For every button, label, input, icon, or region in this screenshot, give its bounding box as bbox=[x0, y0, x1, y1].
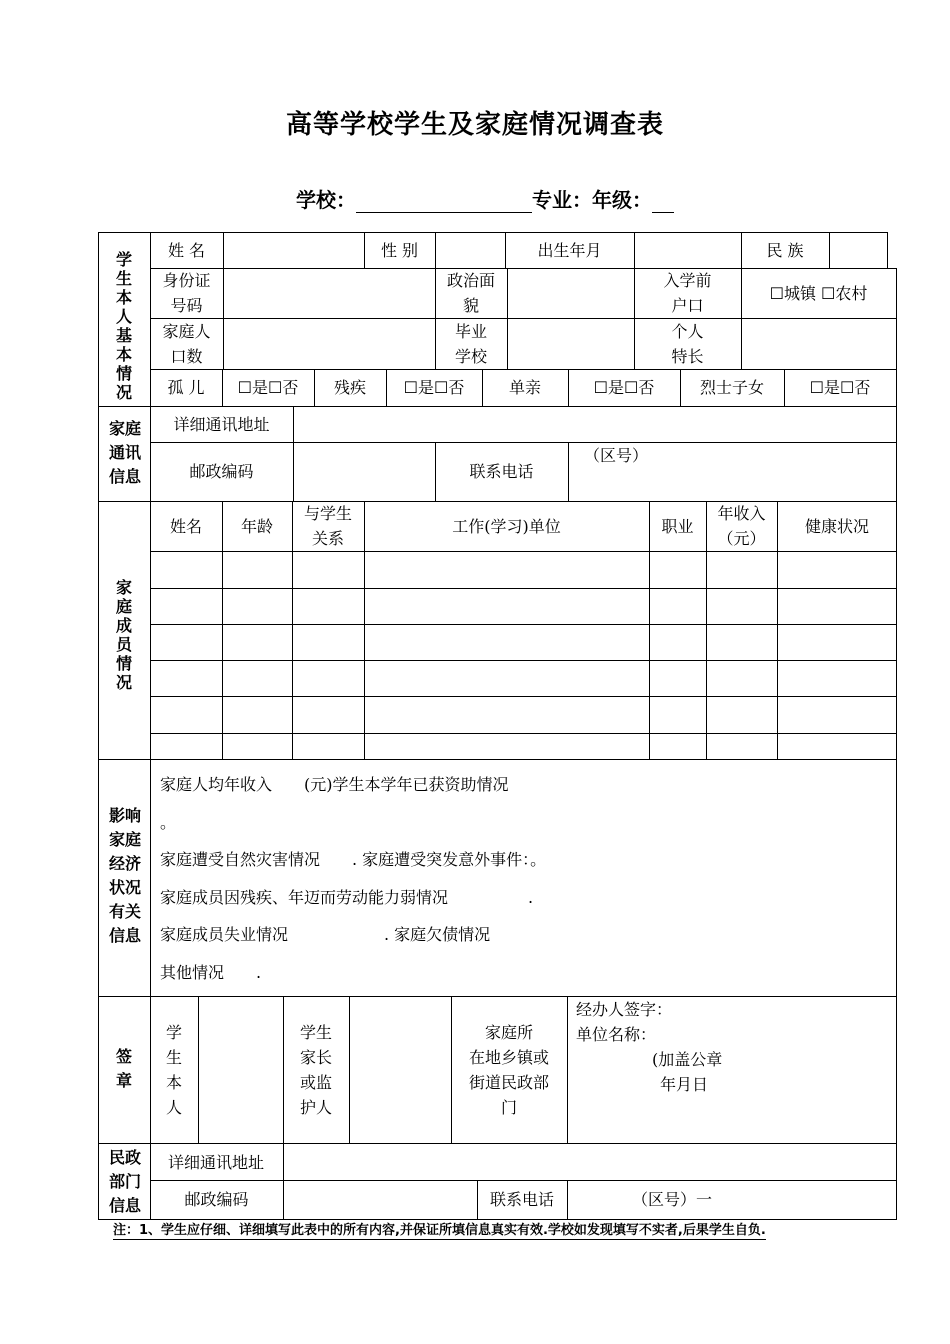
sign-student-char: 学 bbox=[165, 1023, 182, 1042]
header-member-health: 健康状况 bbox=[804, 517, 869, 536]
header-member-relation-line1: 与学生 bbox=[303, 504, 352, 523]
grid-line bbox=[150, 442, 897, 443]
label-comm-address: 详细通讯地址 bbox=[173, 415, 270, 434]
grid-line bbox=[198, 996, 199, 1143]
label-id-line1: 身份证 bbox=[162, 271, 211, 290]
grid-line bbox=[293, 406, 294, 501]
label-martyr: 烈士子女 bbox=[699, 378, 764, 397]
header-member-name: 姓名 bbox=[169, 517, 202, 536]
grid-line bbox=[223, 232, 224, 369]
label-comm-phone: 联系电话 bbox=[469, 462, 534, 481]
section-label-basic bbox=[108, 250, 140, 402]
comm-area-code: （区号） bbox=[584, 446, 649, 465]
grid-line bbox=[98, 759, 897, 760]
sign-civil-line: 家庭所 bbox=[484, 1023, 533, 1042]
label-birth: 出生年月 bbox=[537, 241, 602, 260]
sign-civil-line: 门 bbox=[500, 1098, 517, 1117]
header-member-age: 年龄 bbox=[240, 517, 273, 536]
grid-line bbox=[150, 588, 897, 589]
grid-line bbox=[150, 624, 897, 625]
section-label-basic-text: 学生本人基本情况 bbox=[115, 250, 132, 402]
sign-student-char: 本 bbox=[165, 1073, 182, 1092]
label-gender: 性 别 bbox=[380, 241, 419, 260]
label-grad-school-line1: 毕业 bbox=[454, 322, 487, 341]
label-civil-postcode: 邮政编码 bbox=[184, 1190, 249, 1209]
label-household-line1: 入学前 bbox=[663, 271, 712, 290]
sign-civil-line: 街道民政部 bbox=[468, 1073, 549, 1092]
sign-date: 年月日 bbox=[660, 1075, 709, 1094]
label-orphan: 孤 儿 bbox=[167, 378, 205, 397]
label-family-size-line1: 家庭人 bbox=[162, 322, 211, 341]
sign-student-char: 人 bbox=[165, 1098, 182, 1117]
school-label: 学校： bbox=[296, 188, 356, 212]
sign-guardian-line: 家长 bbox=[299, 1048, 332, 1067]
section-label-civil-text: 民政部门信息 bbox=[108, 1148, 141, 1215]
label-grad-school-line2: 学校 bbox=[454, 347, 487, 366]
grid-line bbox=[98, 232, 99, 1220]
grid-line bbox=[829, 232, 830, 268]
grid-line bbox=[507, 268, 508, 369]
label-political-line1: 政治面 bbox=[446, 271, 495, 290]
econ-disaster-accident: 家庭遭受自然灾害情况 . 家庭遭受突发意外事件：。 bbox=[160, 850, 547, 869]
grid-line bbox=[98, 406, 897, 407]
sign-seal: (加盖公章 bbox=[652, 1050, 723, 1069]
disabled-checkbox[interactable]: ☐是☐否 bbox=[403, 378, 465, 397]
label-specialty-line2: 特长 bbox=[671, 347, 704, 366]
page-title: 高等学校学生及家庭情况调查表 bbox=[285, 110, 664, 140]
grid-line bbox=[150, 696, 897, 697]
grid-line bbox=[887, 232, 888, 268]
label-id-line2: 号码 bbox=[170, 296, 203, 315]
section-label-economic bbox=[102, 804, 148, 948]
header-member-income-line2: （元） bbox=[717, 529, 766, 548]
header-member-income-line1: 年收入 bbox=[717, 504, 766, 523]
household-options[interactable]: ☐城镇 ☐农村 bbox=[769, 284, 868, 303]
grid-line bbox=[567, 1180, 568, 1220]
econ-unemployment-debt: 家庭成员失业情况 . 家庭欠债情况 bbox=[160, 925, 491, 944]
grid-line bbox=[649, 501, 650, 759]
grid-line bbox=[150, 551, 897, 552]
label-single-parent: 单亲 bbox=[508, 378, 541, 397]
section-label-members-text: 家庭成员情况 bbox=[115, 578, 132, 692]
grid-line bbox=[150, 268, 897, 269]
label-political-line2: 貌 bbox=[462, 296, 479, 315]
sign-guardian-line: 学生 bbox=[299, 1023, 332, 1042]
school-major-grade-line bbox=[296, 184, 674, 213]
label-household-line2: 户口 bbox=[671, 296, 704, 315]
section-label-members bbox=[108, 578, 140, 692]
martyr-checkbox[interactable]: ☐是☐否 bbox=[809, 378, 871, 397]
grid-line bbox=[777, 501, 778, 759]
sign-unit-name: 单位名称： bbox=[576, 1025, 657, 1044]
label-civil-phone: 联系电话 bbox=[489, 1190, 554, 1209]
grid-line bbox=[567, 996, 568, 1143]
grid-line bbox=[98, 1143, 897, 1144]
grid-line bbox=[349, 996, 350, 1143]
sign-student-label bbox=[150, 1020, 198, 1120]
section-label-comm-text: 家庭通讯信息 bbox=[108, 419, 141, 486]
grid-line bbox=[364, 501, 365, 759]
header-member-workplace: 工作(学习)单位 bbox=[452, 517, 561, 536]
orphan-checkbox[interactable]: ☐是☐否 bbox=[237, 378, 299, 397]
grid-line bbox=[896, 268, 897, 1220]
sign-handler: 经办人签字： bbox=[576, 1000, 673, 1019]
section-label-comm bbox=[102, 417, 148, 489]
grid-line bbox=[568, 442, 569, 501]
label-name: 姓 名 bbox=[167, 241, 206, 260]
sign-guardian-line: 护人 bbox=[299, 1098, 332, 1117]
grid-line bbox=[150, 733, 897, 734]
grid-line bbox=[98, 1219, 897, 1220]
label-disabled: 残疾 bbox=[333, 378, 366, 397]
econ-income-aid: 家庭人均年收入 (元)学生本学年已获资助情况 bbox=[160, 775, 509, 794]
grid-line bbox=[98, 996, 897, 997]
grid-line bbox=[150, 1180, 897, 1181]
header-member-relation-line2: 关系 bbox=[311, 529, 344, 548]
sign-student-char: 生 bbox=[165, 1048, 182, 1067]
civil-area-code: （区号）一 bbox=[632, 1190, 713, 1209]
major-label: 专业： bbox=[532, 188, 592, 212]
grid-line bbox=[283, 1143, 284, 1220]
grid-line bbox=[634, 232, 635, 268]
label-civil-address: 详细通讯地址 bbox=[168, 1153, 265, 1172]
label-family-size-line2: 口数 bbox=[170, 347, 203, 366]
label-ethnic: 民 族 bbox=[766, 241, 804, 260]
single-parent-checkbox[interactable]: ☐是☐否 bbox=[593, 378, 655, 397]
section-label-civil bbox=[102, 1146, 148, 1218]
sign-guardian-line: 或监 bbox=[299, 1073, 332, 1092]
sign-civil-line: 在地乡镇或 bbox=[468, 1048, 549, 1067]
grid-line bbox=[222, 501, 223, 759]
econ-line-continuation: 。 bbox=[160, 813, 177, 832]
grid-line bbox=[435, 232, 436, 268]
sign-civil-label bbox=[451, 1020, 567, 1120]
grade-label: 年级： bbox=[592, 188, 652, 212]
grid-line bbox=[150, 318, 897, 319]
section-label-economic-text: 影响家庭经济状况有关信息 bbox=[108, 806, 141, 945]
section-label-signature bbox=[108, 1045, 140, 1093]
grade-field[interactable] bbox=[652, 194, 674, 213]
header-member-occupation: 职业 bbox=[661, 517, 694, 536]
school-field[interactable] bbox=[356, 194, 532, 213]
label-specialty-line1: 个人 bbox=[671, 322, 704, 341]
econ-disability-age: 家庭成员因残疾、年迈而劳动能力弱情况 . bbox=[160, 888, 534, 907]
grid-line bbox=[98, 232, 888, 233]
econ-other: 其他情况 . bbox=[160, 963, 262, 982]
sign-guardian-label bbox=[283, 1020, 349, 1120]
footer-note: 注：1、学生应仔细、详细填写此表中的所有内容,并保证所填信息真实有效.学校如发现填写不实者,后果学生自负. bbox=[113, 1223, 766, 1238]
section-label-signature-text: 签章 bbox=[115, 1047, 132, 1090]
grid-line bbox=[150, 660, 897, 661]
label-comm-postcode: 邮政编码 bbox=[189, 462, 254, 481]
